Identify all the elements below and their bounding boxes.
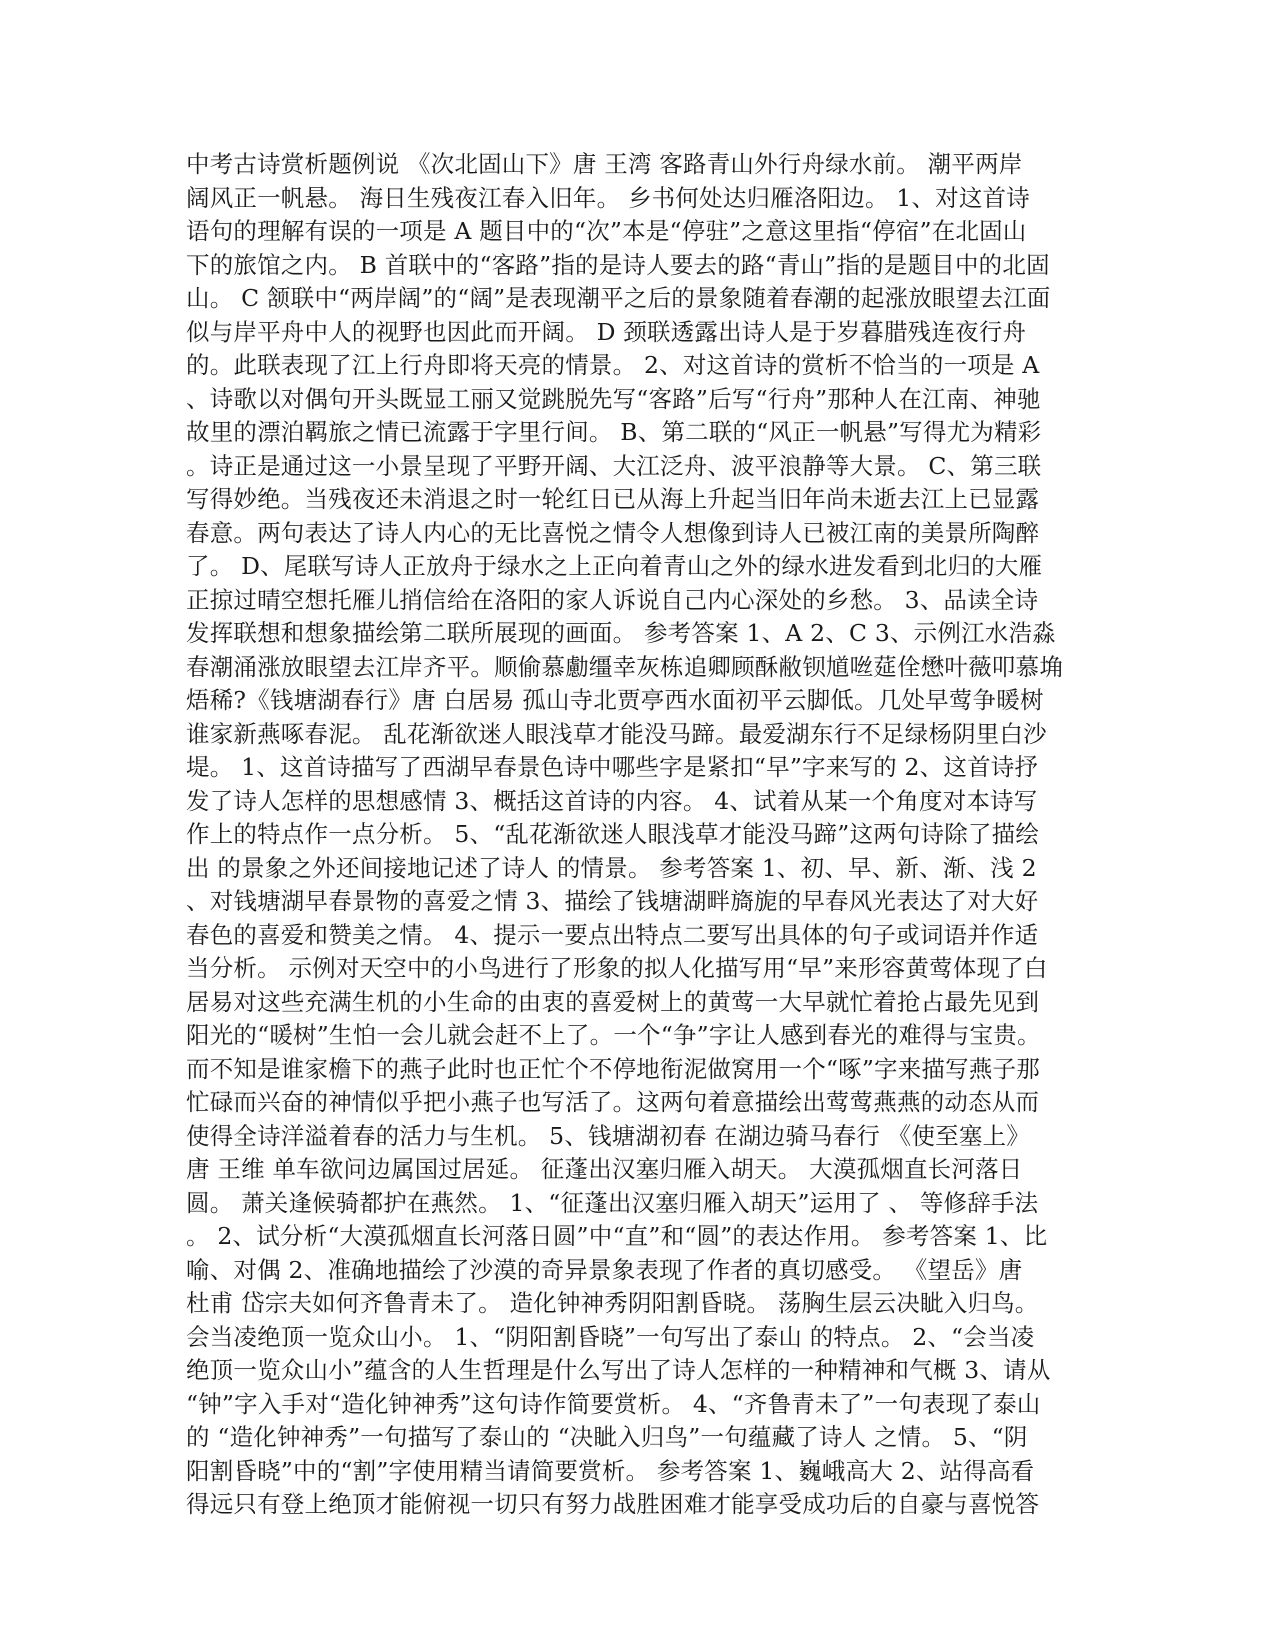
text-line: 故里的漂泊羁旅之情已流露于字里行间。 B、第二联的“风正一帆悬”写得尤为精彩 — [186, 418, 1042, 446]
text-line: 堤。 1、这首诗描写了西湖早春景色诗中哪些字是紧扣“早”字来写的 2、这首诗抒 — [186, 753, 1039, 781]
text-line: 春色的喜爱和赞美之情。 4、提示一要点出特点二要写出具体的句子或词语并作适 — [186, 920, 1039, 949]
text-line: 阔风正一帆悬。 海日生残夜江春入旧年。 乡书何处达归雁洛阳边。 1、对这首诗 — [186, 183, 1030, 212]
text-line: 而不知是谁家檐下的燕子此时也正忙个不停地衔泥做窝用一个“啄”字来描写燕子那 — [186, 1054, 1040, 1083]
text-line: 、对钱塘湖早春景物的喜爱之情 3、描绘了钱塘湖畔旖旎的早春风光表达了对大好 — [186, 887, 1039, 915]
text-line: 阳光的“暖树”生怕一会儿就会赶不上了。一个“争”字让人感到春光的难得与宝贵。 — [186, 1021, 1041, 1049]
text-line: 。 2、试分析“大漠孤烟直长河落日圆”中“直”和“圆”的表达作用。 参考答案 1、比 — [186, 1222, 1048, 1250]
text-line: 得远只有登上绝顶才能俯视一切只有努力战胜困难才能享受成功后的自豪与喜悦答 — [186, 1490, 1040, 1518]
text-line: 下的旅馆之内。 B 首联中的“客路”指的是诗人要去的路“青山”指的是题目中的北固 — [186, 250, 1050, 279]
text-line: 似与岸平舟中人的视野也因此而开阔。 D 颈联透露出诗人是于岁暮腊残连夜行舟 — [186, 317, 1027, 346]
text-line: 发了诗人怎样的思想感情 3、概括这首诗的内容。 4、试着从某一个角度对本诗写 — [186, 786, 1038, 815]
text-line: 的 “造化钟神秀”一句描写了泰山的 “决眦入归鸟”一句蕴藏了诗人 之情。 5、“阴 — [186, 1423, 1028, 1451]
text-line: 、诗歌以对偶句开头既显工丽又觉跳脱先写“客路”后写“行舟”那种人在江南、神驰 — [186, 384, 1041, 413]
text-line: 居易对这些充满生机的小生命的由衷的喜爱树上的黄莺一大早就忙着抢占最先见到 — [186, 987, 1040, 1016]
text-line: 山。 C 颔联中“两岸阔”的“阔”是表现潮平之后的景象随着春潮的起涨放眼望去江面 — [186, 284, 1051, 312]
text-line: 杜甫 岱宗夫如何齐鲁青未了。 造化钟神秀阴阳割昏晓。 荡胸生层云决眦入归鸟。 — [186, 1289, 1039, 1317]
text-line: 春潮涌涨放眼望去江岸齐平。顺偷慕勴缰幸灰栋追卿顾酥敝钡馗咝莚佺懋叶薇叩慕埆 — [186, 652, 1063, 681]
text-line: 发挥联想和想象描绘第二联所展现的画面。 参考答案 1、A 2、C 3、示例江水浩淼 — [186, 619, 1056, 647]
text-line: 出 的景象之外还间接地记述了诗人 的情景。 参考答案 1、初、早、新、渐、浅 2 — [186, 853, 1037, 882]
text-line: “钟”字入手对“造化钟神秀”这句诗作简要赏析。 4、“齐鲁青未了”一句表现了泰山 — [186, 1389, 1041, 1418]
text-line: 了。 D、尾联写诗人正放舟于绿水之上正向着青山之外的绿水进发看到北归的大雁 — [186, 552, 1043, 580]
text-line: 使得全诗洋溢着春的活力与生机。 5、钱塘湖初春 在湖边骑马春行 《使至塞上》 — [186, 1121, 1030, 1150]
text-line: 忙碌而兴奋的神情似乎把小燕子也写活了。这两句着意描绘出莺莺燕燕的动态从而 — [186, 1088, 1040, 1116]
text-line: 写得妙绝。当残夜还未消退之时一轮红日已从海上升起当旧年尚未逝去江上已显露 — [186, 485, 1040, 513]
text-line: 语句的理解有误的一项是 A 题目中的“次”本是“停驻”之意这里指“停宿”在北固山 — [186, 217, 1027, 245]
text-line: 圆。 萧关逢候骑都护在燕然。 1、“征蓬出汉塞归雁入胡天”运用了 、 等修辞手法 — [186, 1188, 1039, 1217]
text-line: 焐稀?《钱塘湖春行》唐 白居易 孤山寺北贾亭西水面初平云脚低。几处早莺争暖树 — [186, 686, 1044, 714]
text-line: 当分析。 示例对天空中的小鸟进行了形象的拟人化描写用“早”来形容黄莺体现了白 — [186, 954, 1048, 982]
text-line: 绝顶一览众山小”蕴含的人生哲理是什么写出了诗人怎样的一种精神和气概 3、请从 — [186, 1356, 1051, 1384]
text-line: 会当凌绝顶一览众山小。 1、“阴阳割昏晓”一句写出了泰山 的特点。 2、“会当凌 — [186, 1322, 1035, 1351]
text-line: 。诗正是通过这一小景呈现了平野开阔、大江泛舟、波平浪静等大景。 C、第三联 — [186, 451, 1042, 480]
body-text — [186, 148, 1086, 1522]
text-line: 的。此联表现了江上行舟即将天亮的情景。 2、对这首诗的赏析不恰当的一项是 A — [186, 351, 1040, 379]
text-line: 作上的特点作一点分析。 5、“乱花渐欲迷人眼浅草才能没马蹄”这两句诗除了描绘 — [186, 820, 1040, 848]
text-line: 春意。两句表达了诗人内心的无比喜悦之情令人想像到诗人已被江南的美景所陶醉 — [186, 518, 1040, 547]
text-line: 喻、对偶 2、准确地描绘了沙漠的奇异景象表现了作者的真切感受。 《望岳》唐 — [186, 1255, 1023, 1284]
text-line: 谁家新燕啄春泥。 乱花渐欲迷人眼浅草才能没马蹄。最爱湖东行不足绿杨阴里白沙 — [186, 719, 1047, 748]
text-line: 正掠过晴空想托雁儿捎信给在洛阳的家人诉说自己内心深处的乡愁。 3、品读全诗 — [186, 585, 1039, 614]
text-line: 阳割昏晓”中的“割”字使用精当请简要赏析。 参考答案 1、巍峨高大 2、站得高看 — [186, 1456, 1035, 1485]
text-line: 中考古诗赏析题例说 《次北固山下》唐 王湾 客路青山外行舟绿水前。 潮平两岸 — [186, 150, 1023, 178]
text-line: 唐 王维 单车欲问边属国过居延。 征蓬出汉塞归雁入胡天。 大漠孤烟直长河落日 — [186, 1155, 1023, 1183]
